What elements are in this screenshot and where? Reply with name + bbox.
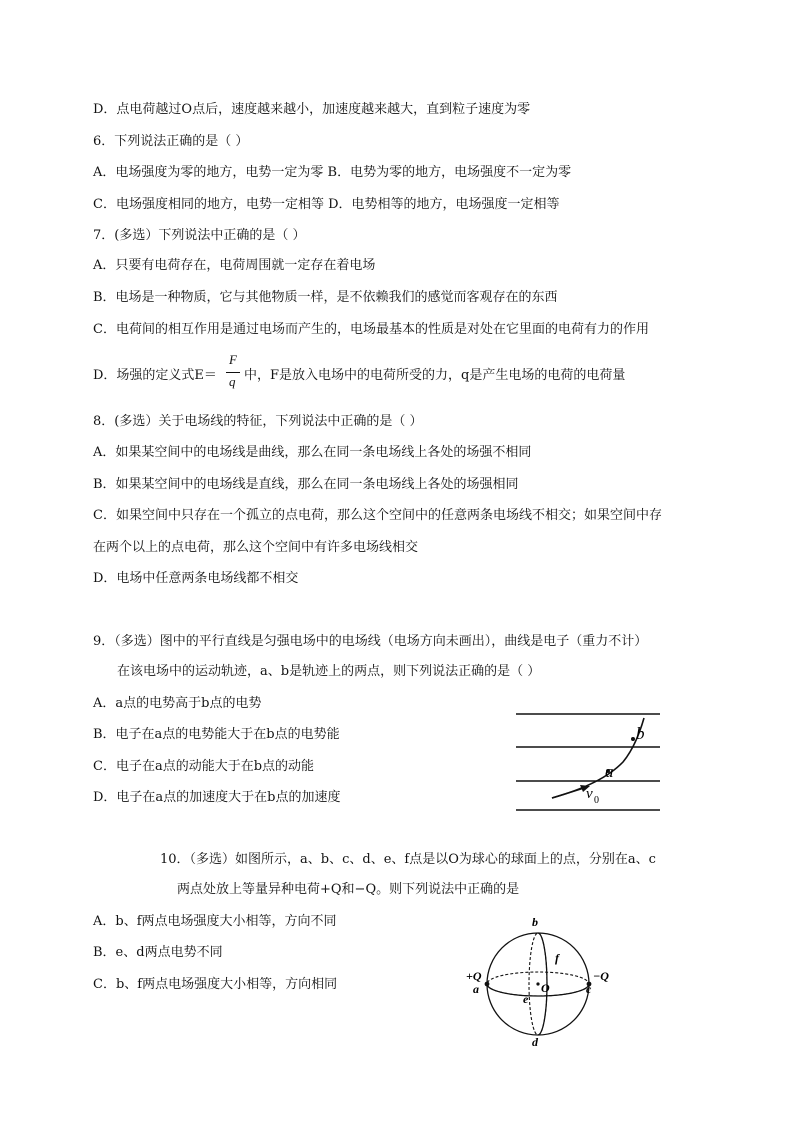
label-b: b (636, 724, 645, 743)
q9-stem-line1: 9．（多选）图中的平行直线是匀强电场中的电场线（电场方向未画出），曲线是电子（重力不计） (93, 634, 648, 649)
q7-stem: 7．(多选）下列说法中正确的是（ ） (93, 228, 306, 243)
q7-option-c: C．电荷间的相互作用是通过电场而产生的，电场最基本的性质是对处在它里面的电荷有力的作用 (93, 322, 649, 337)
point-O-dot (536, 982, 539, 985)
q9-option-d: D．电子在a点的加速度大于在b点的加速度 (93, 790, 341, 805)
point-a-dot (485, 982, 490, 987)
sphere-figure (465, 912, 625, 1048)
electron-trajectory (552, 718, 644, 798)
q10-option-a: A．b、f两点电场强度大小相等，方向不同 (93, 914, 337, 929)
q7-option-d-post: 中，F是放入电场中的电荷所受的力，q是产生电场的电荷的电荷量 (244, 368, 626, 383)
label-plus-Q: +Q (466, 969, 482, 983)
q8-option-c-line1: C．如果空间中只存在一个孤立的点电荷，那么这个空间中的任意两条电场线不相交；如果空间中存 (93, 508, 662, 523)
label-f: f (555, 951, 559, 965)
q6-options-cd: C．电场强度相同的地方，电势一定相等 D．电势相等的地方，电场强度一定相等 (93, 197, 560, 212)
fraction-numerator: F (229, 352, 237, 367)
label-a: a (605, 762, 614, 781)
q10-option-c: C．b、f两点电场强度大小相等，方向相同 (93, 977, 338, 992)
label-O: O (541, 981, 550, 995)
q9-option-b: B．电子在a点的电势能大于在b点的电势能 (93, 727, 340, 742)
q9-option-a: A．a点的电势高于b点的电势 (93, 696, 262, 711)
q10-stem-line2: 两点处放上等量异种电荷+Q和−Q。则下列说法中正确的是 (177, 882, 520, 897)
q7-option-a: A．只要有电荷存在，电荷周围就一定存在着电场 (93, 258, 376, 273)
point-b-dot (631, 737, 635, 741)
q8-option-a: A．如果某空间中的电场线是曲线，那么在同一条电场线上各处的场强不相同 (93, 445, 532, 460)
velocity-arrow-shaft (552, 788, 584, 798)
q10-stem-line1: 10．（多选）如图所示，a、b、c、d、e、f点是以O为球心的球面上的点，分别在a、c (160, 852, 656, 867)
q8-stem: 8．(多选）关于电场线的特征，下列说法中正确的是（ ） (93, 414, 423, 429)
q8-option-c-line2: 在两个以上的点电荷，那么这个空间中有许多电场线相交 (93, 540, 419, 555)
label-a: a (473, 982, 479, 996)
q8-option-d: D．电场中任意两条电场线都不相交 (93, 571, 299, 586)
q6-stem: 6．下列说法正确的是（ ） (93, 134, 249, 149)
q5-option-d: D．点电荷越过O点后，速度越来越小，加速度越来越大，直到粒子速度为零 (93, 102, 531, 117)
q8-option-b: B．如果某空间中的电场线是直线，那么在同一条电场线上各处的场强相同 (93, 477, 519, 492)
q7-option-b: B．电场是一种物质，它与其他物质一样，是不依赖我们的感觉而客观存在的东西 (93, 290, 558, 305)
q6-options-ab: A．电场强度为零的地方，电势一定为零 B．电势为零的地方，电场强度不一定为零 (93, 165, 572, 180)
q10-option-b: B．e、d两点电势不同 (93, 945, 223, 960)
q9-stem-line2: 在该电场中的运动轨迹，a、b是轨迹上的两点，则下列说法正确的是（ ） (117, 664, 541, 679)
fraction-bar (226, 372, 240, 373)
label-b: b (532, 915, 538, 929)
fraction-denominator: q (229, 374, 236, 389)
equator-front (487, 984, 589, 996)
label-d: d (532, 1035, 538, 1049)
label-c: c (586, 982, 592, 996)
label-e: e (523, 992, 529, 1006)
label-v: v (586, 786, 593, 802)
label-minus-Q: −Q (593, 969, 609, 983)
q9-option-c: C．电子在a点的动能大于在b点的动能 (93, 759, 315, 774)
label-v-subscript: 0 (594, 795, 599, 806)
field-lines-figure (510, 706, 670, 816)
q7-option-d-pre: D．场强的定义式E＝ (93, 368, 217, 383)
